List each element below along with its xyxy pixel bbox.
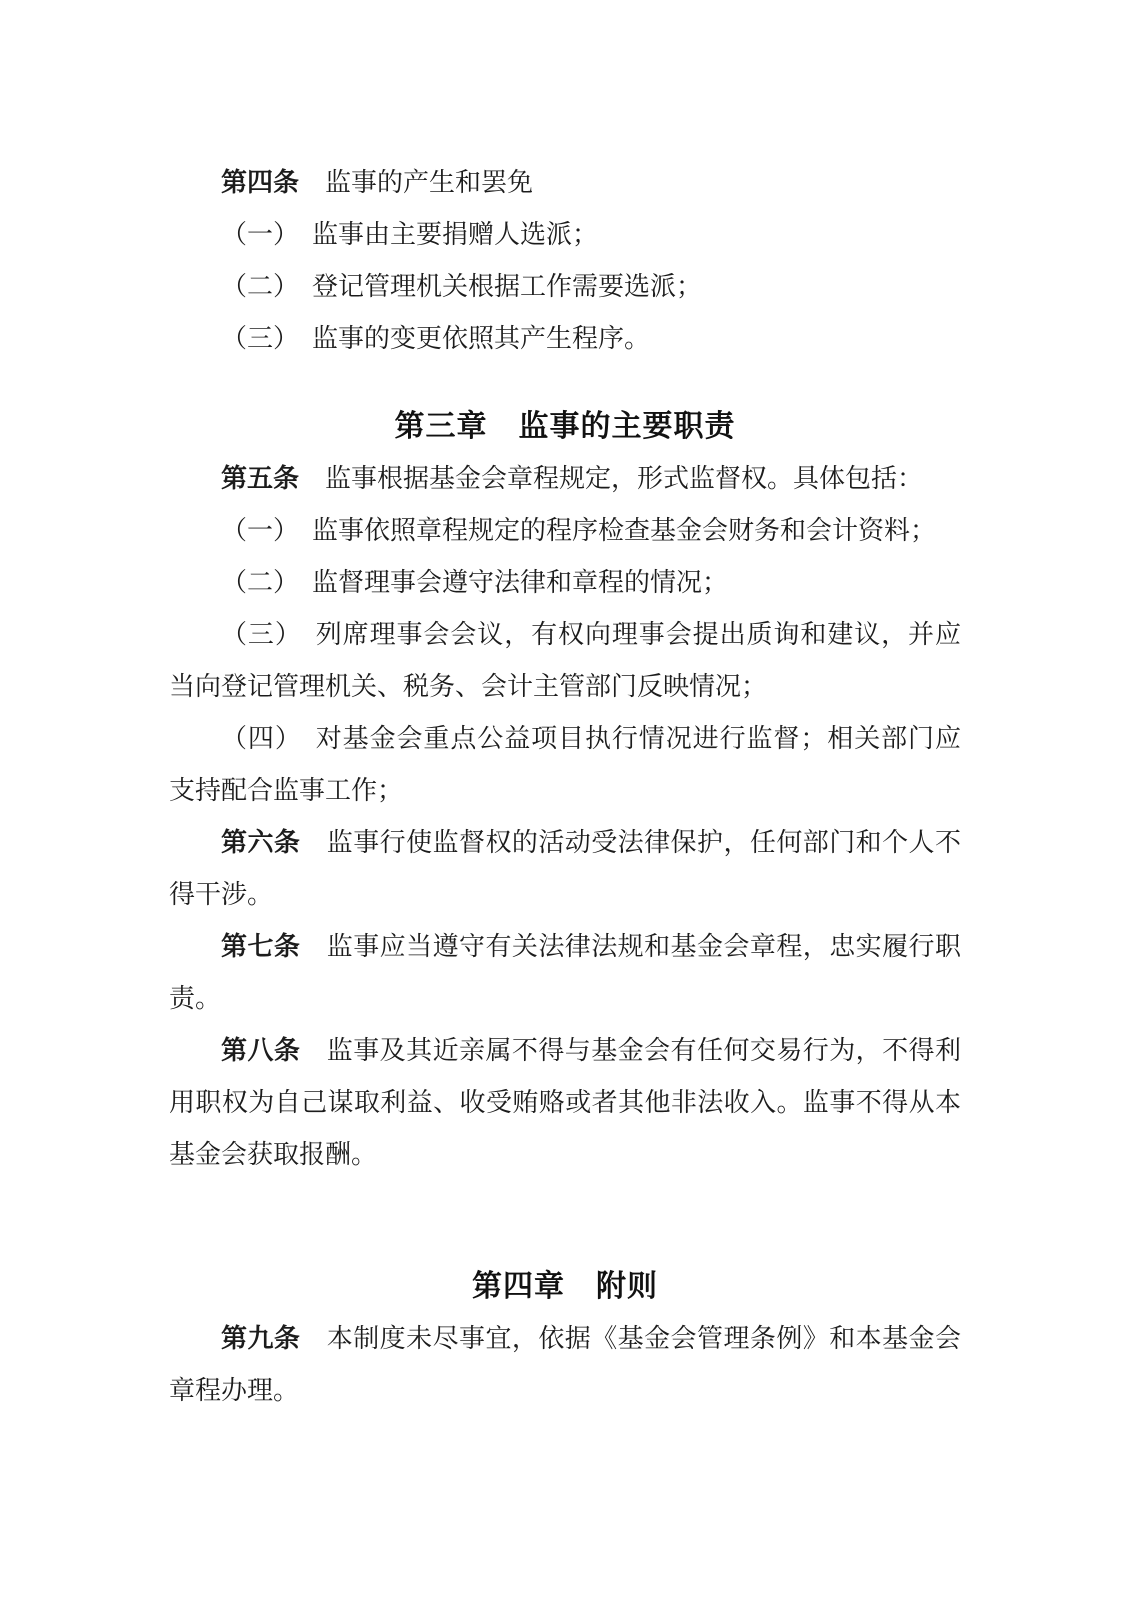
article-paragraph (169, 921, 961, 1025)
list-item-paragraph (169, 313, 961, 365)
article-paragraph (169, 1025, 961, 1181)
chapter-title: 监事的主要职责 (518, 409, 736, 444)
item-marker: （三） (221, 324, 287, 354)
item-marker: （二） (221, 568, 287, 598)
article-paragraph (169, 817, 961, 921)
list-item-paragraph (169, 209, 961, 261)
item-text: 监事的变更依照其产生程序。 (312, 324, 651, 354)
article-number: 第六条 (221, 828, 301, 858)
list-item-paragraph (169, 261, 961, 313)
list-item-paragraph (169, 609, 961, 713)
article-text: 本制度未尽事宜，依据《基金会管理条例》和本基金会章程办理。 (169, 1324, 961, 1406)
item-marker: （四） (221, 724, 289, 754)
article-number: 第九条 (221, 1324, 301, 1354)
list-item-paragraph (169, 713, 961, 817)
item-marker: （二） (221, 272, 287, 302)
item-marker: （一） (221, 516, 287, 546)
chapter-heading (169, 1261, 961, 1313)
article-paragraph (169, 1313, 961, 1417)
article-text: 监事根据基金会章程规定，形式监督权。具体包括： (325, 464, 924, 494)
article-text: 监事的产生和罢免 (325, 168, 534, 198)
document-content (169, 157, 961, 1417)
article-text: 监事行使监督权的活动受法律保护，任何部门和个人不得干涉。 (169, 828, 961, 910)
item-text: 监事由主要捐赠人选派； (312, 220, 599, 250)
article-number: 第四条 (221, 168, 300, 198)
article-paragraph (169, 453, 961, 505)
article-number: 第七条 (221, 932, 301, 962)
chapter-heading (169, 401, 961, 453)
chapter-number: 第三章 (394, 409, 488, 444)
article-number: 第五条 (221, 464, 300, 494)
item-marker: （一） (221, 220, 287, 250)
chapter-title: 附则 (596, 1269, 658, 1304)
item-text: 列席理事会会议，有权向理事会提出质询和建议，并应当向登记管理机关、税务、会计主管部门反映情况； (169, 620, 961, 702)
item-text: 监督理事会遵守法律和章程的情况； (312, 568, 729, 598)
chapter-number: 第四章 (472, 1269, 565, 1304)
article-text: 监事及其近亲属不得与基金会有任何交易行为，不得利用职权为自己谋取利益、收受贿赂或者其他非法收入。监事不得从本基金会获取报酬。 (169, 1036, 961, 1170)
article-paragraph (169, 157, 961, 209)
item-text: 登记管理机关根据工作需要选派； (312, 272, 703, 302)
item-marker: （三） (221, 620, 289, 650)
item-text: 对基金会重点公益项目执行情况进行监督；相关部门应支持配合监事工作； (169, 724, 961, 806)
article-number: 第八条 (221, 1036, 301, 1066)
item-text: 监事依照章程规定的程序检查基金会财务和会计资料； (312, 516, 937, 546)
article-text: 监事应当遵守有关法律法规和基金会章程，忠实履行职责。 (169, 932, 961, 1014)
list-item-paragraph (169, 505, 961, 557)
list-item-paragraph (169, 557, 961, 609)
